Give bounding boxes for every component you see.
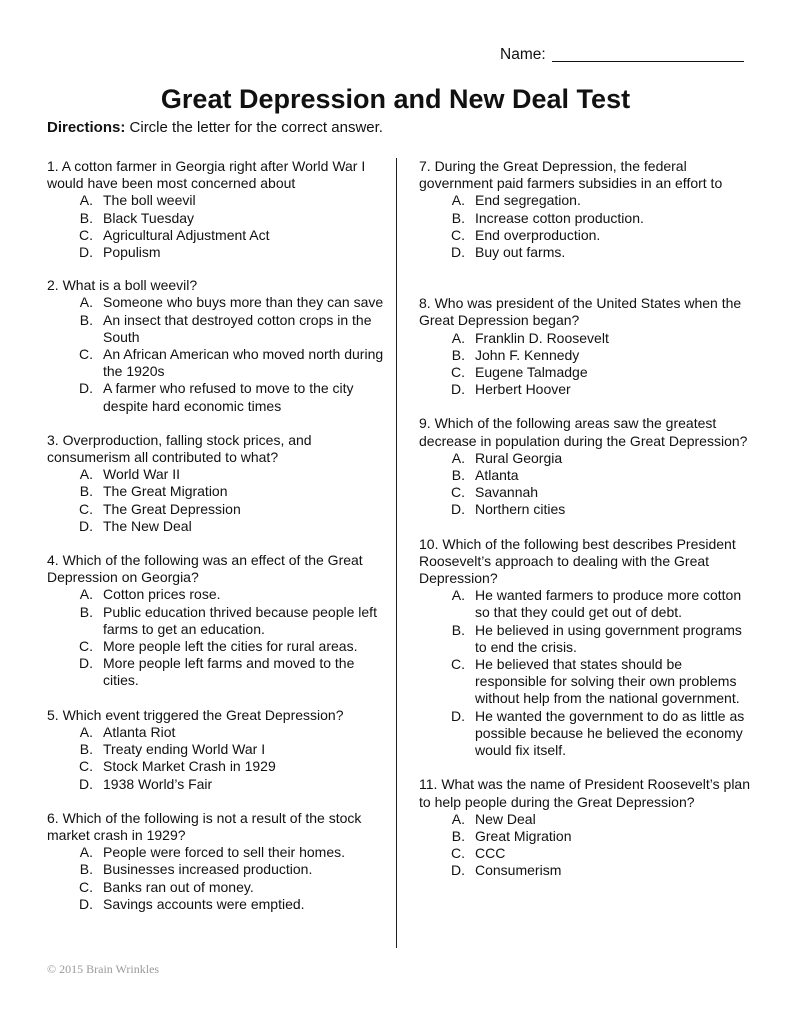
option-letter[interactable]: A.	[79, 192, 93, 209]
option-letter[interactable]: A.	[79, 844, 93, 861]
option-text: Treaty ending World War I	[103, 741, 266, 758]
option-text: Populism	[103, 244, 161, 261]
option-letter[interactable]: B.	[79, 861, 93, 878]
option-letter[interactable]: C.	[79, 226, 93, 243]
option-letter[interactable]: A.	[451, 192, 465, 209]
option-letter[interactable]: B.	[79, 209, 93, 226]
option-text: Black Tuesday	[103, 209, 195, 226]
option-letter[interactable]: D.	[451, 707, 465, 724]
name-field[interactable]	[500, 46, 744, 64]
answer-option[interactable]	[419, 845, 754, 862]
option-text: Businesses increased production.	[103, 861, 313, 878]
option-text: New Deal	[475, 810, 536, 827]
option-text: Savannah	[475, 484, 539, 501]
directions	[47, 119, 383, 136]
question-1	[47, 158, 387, 261]
question-text: 3. Overproduction, falling stock prices, and consumerism all contributed to what?	[47, 431, 312, 466]
option-letter[interactable]: D.	[79, 517, 93, 534]
option-text: An insect that destroyed cotton crops in the South	[103, 311, 372, 345]
answer-option[interactable]	[47, 844, 387, 861]
name-label: Name:	[500, 46, 546, 63]
option-letter[interactable]: C.	[451, 226, 465, 243]
answer-option[interactable]	[419, 811, 754, 828]
option-text: Consumerism	[475, 862, 562, 879]
option-text: Eugene Talmadge	[475, 364, 588, 381]
option-letter[interactable]: C.	[451, 484, 465, 501]
option-text: An African American who moved north during the 1920s	[103, 346, 384, 380]
answer-option[interactable]	[47, 501, 387, 518]
answer-option[interactable]	[419, 210, 754, 227]
answer-option[interactable]	[419, 467, 754, 484]
option-letter[interactable]: B.	[451, 827, 465, 844]
option-text: The boll weevil	[103, 192, 196, 209]
answer-option[interactable]	[47, 586, 387, 603]
option-letter[interactable]: B.	[79, 483, 93, 500]
option-letter[interactable]: D.	[79, 775, 93, 792]
option-letter[interactable]: A.	[79, 586, 93, 603]
option-letter[interactable]: B.	[79, 741, 93, 758]
answer-option[interactable]	[419, 622, 754, 656]
answer-option[interactable]	[47, 861, 387, 878]
option-text: The Great Depression	[103, 500, 241, 517]
option-text: End segregation.	[475, 192, 581, 209]
question-text: 5. Which event triggered the Great Depression?	[47, 706, 344, 723]
option-letter[interactable]: C.	[79, 638, 93, 655]
option-letter[interactable]: C.	[79, 500, 93, 517]
answer-options	[47, 294, 387, 414]
question-text: 2. What is a boll weevil?	[47, 277, 198, 294]
option-letter[interactable]: D.	[451, 501, 465, 518]
option-letter[interactable]: A.	[451, 449, 465, 466]
question-text: 8. Who was president of the United States when the Great Depression began?	[419, 295, 742, 329]
option-text: Franklin D. Roosevelt	[475, 329, 609, 346]
answer-option[interactable]	[47, 312, 387, 346]
option-letter[interactable]: A.	[451, 810, 465, 827]
copyright-footer: © 2015 Brain Wrinkles	[47, 962, 160, 976]
answer-option[interactable]	[47, 227, 387, 244]
option-letter[interactable]: D.	[451, 381, 465, 398]
answer-option[interactable]	[419, 862, 754, 879]
answer-option[interactable]	[419, 484, 754, 501]
option-text: He believed that states should be responsible for solving their own problems without help from the national government.	[475, 656, 740, 707]
answer-option[interactable]	[47, 346, 387, 380]
option-text: Stock Market Crash in 1929	[103, 758, 276, 775]
answer-options	[419, 450, 754, 519]
option-letter[interactable]: B.	[451, 621, 465, 638]
question-8	[419, 295, 754, 398]
question-2	[47, 277, 387, 415]
answer-option[interactable]	[47, 655, 387, 689]
answer-option[interactable]	[47, 638, 387, 655]
option-letter[interactable]: D.	[79, 655, 93, 672]
option-letter[interactable]: D.	[79, 244, 93, 261]
option-letter[interactable]: C.	[79, 346, 93, 363]
option-text: Atlanta Riot	[103, 723, 176, 740]
answer-option[interactable]	[47, 466, 387, 483]
answer-option[interactable]	[47, 896, 387, 913]
option-letter[interactable]: D.	[451, 244, 465, 261]
option-text: Public education thrived because people left farms to get an education.	[103, 603, 377, 637]
answer-option[interactable]	[419, 381, 754, 398]
option-text: He wanted the government to do as little as possible because he believed the economy would fix itself.	[475, 707, 745, 759]
answer-options	[47, 192, 387, 261]
question-text: 4. Which of the following was an effect of the Great Depression on Georgia?	[47, 552, 363, 586]
answer-option[interactable]	[47, 244, 387, 261]
question-3	[47, 432, 387, 535]
question-11	[419, 776, 754, 879]
question-7	[419, 158, 754, 261]
option-text: Savings accounts were emptied.	[103, 895, 305, 912]
option-text: Banks ran out of money.	[103, 878, 254, 895]
option-text: He wanted farmers to produce more cotton so that they could get out of debt.	[475, 587, 742, 621]
answer-option[interactable]	[419, 587, 754, 621]
answer-options	[419, 811, 754, 880]
option-letter[interactable]: B.	[451, 346, 465, 363]
answer-option[interactable]	[47, 518, 387, 535]
answer-option[interactable]	[419, 708, 754, 760]
option-letter[interactable]: A.	[451, 329, 465, 346]
left-column	[47, 158, 387, 913]
option-letter[interactable]: C.	[451, 364, 465, 381]
question-text: 11. What was the name of President Roosevelt’s plan to help people during the Great Depression?	[419, 776, 750, 810]
option-letter[interactable]: D.	[79, 895, 93, 912]
option-text: More people left the cities for rural areas.	[103, 638, 358, 655]
question-5	[47, 707, 387, 793]
directions-label: Directions:	[47, 119, 126, 136]
option-letter[interactable]: D.	[79, 380, 93, 397]
question-text: 9. Which of the following areas saw the greatest decrease in population during the Great Depression?	[419, 415, 748, 449]
answer-option[interactable]	[419, 227, 754, 244]
answer-options	[419, 192, 754, 261]
answer-option[interactable]	[47, 604, 387, 638]
answer-option[interactable]	[419, 244, 754, 261]
question-10	[419, 536, 754, 760]
option-letter[interactable]: B.	[451, 209, 465, 226]
directions-text: Circle the letter for the correct answer.	[125, 119, 383, 136]
option-text: CCC	[475, 845, 506, 862]
option-letter[interactable]: C.	[79, 878, 93, 895]
answer-option[interactable]	[47, 724, 387, 741]
option-letter[interactable]: A.	[79, 723, 93, 740]
option-text: 1938 World’s Fair	[103, 775, 213, 792]
option-text: More people left farms and moved to the cities.	[103, 655, 355, 689]
option-letter[interactable]: A.	[79, 294, 93, 311]
answer-options	[47, 844, 387, 913]
answer-option[interactable]	[47, 210, 387, 227]
answer-option[interactable]	[419, 364, 754, 381]
answer-option[interactable]	[419, 347, 754, 364]
question-9	[419, 415, 754, 518]
option-text: End overproduction.	[475, 226, 601, 243]
option-text: The Great Migration	[103, 483, 228, 500]
answer-options	[419, 587, 754, 759]
right-column	[419, 158, 754, 880]
option-text: The New Deal	[103, 517, 192, 534]
answer-options	[47, 586, 387, 689]
question-4	[47, 552, 387, 690]
name-blank-line[interactable]	[552, 61, 744, 62]
option-text: Great Migration	[475, 827, 572, 844]
column-divider	[396, 158, 397, 948]
option-text: World War II	[103, 466, 181, 483]
option-text: Herbert Hoover	[475, 381, 571, 398]
option-letter[interactable]: C.	[451, 845, 465, 862]
answer-options	[419, 330, 754, 399]
answer-option[interactable]	[47, 380, 387, 414]
question-text: 7. During the Great Depression, the federal government paid farmers subsidies in an effort to	[419, 158, 723, 192]
answer-options	[47, 466, 387, 535]
option-text: Increase cotton production.	[475, 209, 644, 226]
answer-option[interactable]	[47, 192, 387, 209]
option-text: Atlanta	[475, 467, 519, 484]
option-text: Northern cities	[475, 501, 566, 518]
answer-option[interactable]	[419, 828, 754, 845]
option-text: Cotton prices rose.	[103, 586, 221, 603]
option-letter[interactable]: B.	[451, 467, 465, 484]
option-letter[interactable]: C.	[79, 758, 93, 775]
question-text: 6. Which of the following is not a result of the stock market crash in 1929?	[47, 809, 362, 843]
option-text: Buy out farms.	[475, 244, 566, 261]
option-text: John F. Kennedy	[475, 346, 580, 363]
answer-option[interactable]	[47, 741, 387, 758]
option-text: People were forced to sell their homes.	[103, 844, 346, 861]
option-letter[interactable]: B.	[79, 603, 93, 620]
option-text: Someone who buys more than they can save	[103, 294, 384, 311]
answer-option[interactable]	[47, 776, 387, 793]
question-6	[47, 810, 387, 913]
option-letter[interactable]: B.	[79, 311, 93, 328]
option-letter[interactable]: A.	[451, 587, 465, 604]
answer-option[interactable]	[419, 192, 754, 209]
option-text: A farmer who refused to move to the city despite hard economic times	[103, 380, 354, 414]
question-text: 1. A cotton farmer in Georgia right after World War I would have been most concerned about	[47, 158, 366, 192]
option-letter[interactable]: A.	[79, 466, 93, 483]
answer-option[interactable]	[47, 483, 387, 500]
answer-option[interactable]	[419, 656, 754, 708]
answer-option[interactable]	[47, 294, 387, 311]
option-letter[interactable]: D.	[451, 862, 465, 879]
option-text: Rural Georgia	[475, 449, 563, 466]
answer-option[interactable]	[47, 758, 387, 775]
option-text: Agricultural Adjustment Act	[103, 226, 270, 243]
answer-option[interactable]	[419, 450, 754, 467]
answer-option[interactable]	[419, 330, 754, 347]
answer-option[interactable]	[419, 501, 754, 518]
answer-option[interactable]	[47, 879, 387, 896]
option-letter[interactable]: C.	[451, 656, 465, 673]
answer-options	[47, 724, 387, 793]
option-text: He believed in using government programs to end the crisis.	[475, 621, 742, 655]
question-text: 10. Which of the following best describes President Roosevelt’s approach to dealing with the Great Depression?	[419, 535, 736, 587]
page-title: Great Depression and New Deal Test	[160, 84, 631, 114]
